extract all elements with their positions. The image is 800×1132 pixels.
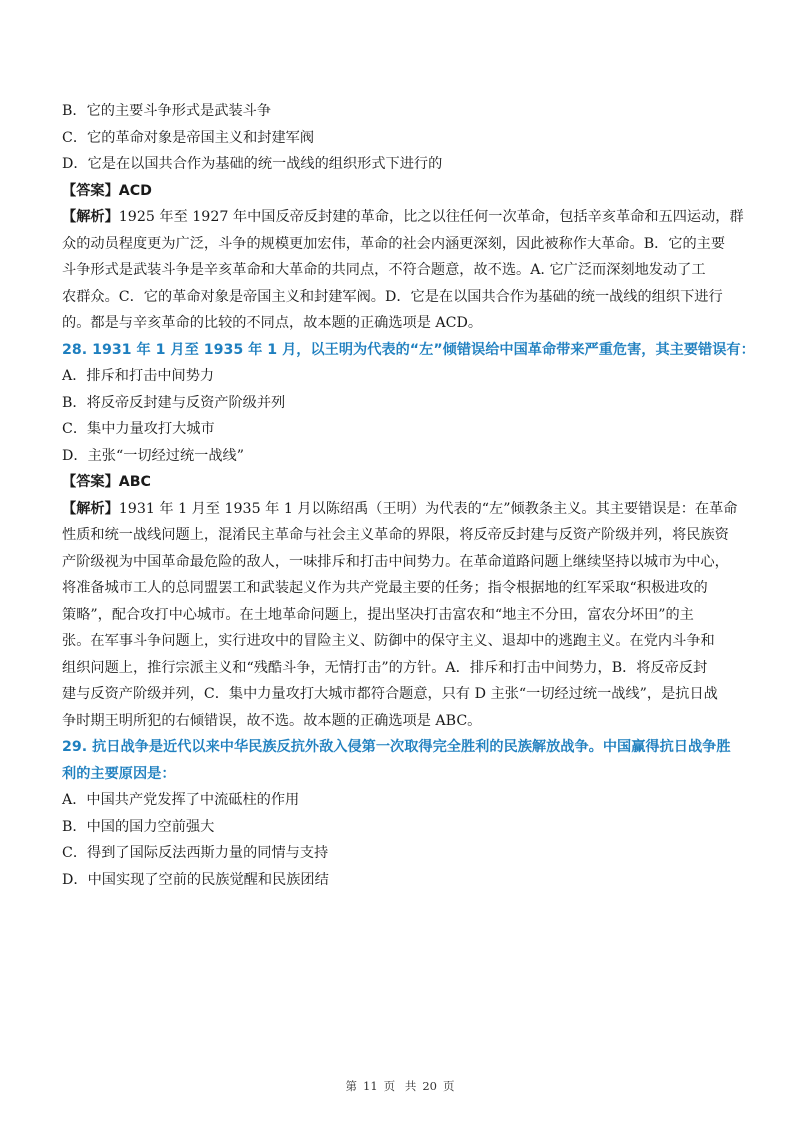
analysis-line: [62, 204, 742, 231]
page-footer: [0, 1078, 800, 1094]
footer-gong: 共: [404, 1079, 417, 1093]
q29-question-line-2: 利的主要原因是：: [62, 765, 176, 782]
footer-ye: 页: [442, 1079, 455, 1093]
analysis-line: 的。都是与辛亥革命的比较的不同点，故本题的正确选项是 ACD。: [62, 315, 483, 331]
answer-label: 【答案】: [62, 182, 119, 199]
analysis-line: 农群众。C．它的革命对象是帝国主义和封建军阀。D．它是在以国共合作为基础的统一战线的组织下进行: [62, 288, 723, 305]
answer-value: ABC: [118, 474, 151, 490]
answer-label: 【答案】: [62, 474, 119, 490]
q29-option-a: A．中国共产党发挥了中流砥柱的作用: [62, 792, 300, 808]
analysis-line: 争时期王明所犯的右倾错误，故不选。故本题的正确选项是 ABC。: [62, 712, 482, 729]
q28-option-d: D．主张“一切经过统一战线”: [62, 447, 244, 464]
analysis-line: [62, 496, 742, 523]
q29-option-b: B．中国的国力空前强大: [62, 818, 215, 835]
analysis-line: 斗争形式是武装斗争是辛亥革命和大革命的共同点，不符合题意，故不选。A. 它广泛而深刻地发动了工: [62, 262, 706, 278]
q28-option-c: C．集中力量攻打大城市: [62, 421, 215, 437]
q27-answer: [62, 178, 742, 205]
q28-option-a: A．排斥和打击中间势力: [62, 368, 215, 384]
footer-ye: 页: [383, 1079, 396, 1093]
analysis-line: 策略”，配合攻打中心城市。在土地革命问题上，提出坚决打击富农和“地主不分田，富农分坏田”的主: [62, 606, 694, 623]
q28-analysis: [62, 496, 742, 735]
analysis-text: 1925 年至 1927 年中国反帝反封建的革命，比之以往任何一次革命，包括辛亥革命和五四运动，群: [118, 209, 744, 225]
analysis-line: 张。在军事斗争问题上，实行进攻中的冒险主义、防御中的保守主义、退却中的逃跑主义。在党内斗争和: [62, 633, 715, 649]
analysis-line: 将准备城市工人的总同盟罢工和武装起义作为共产党最主要的任务；指令根据地的红军采取“积极进攻的: [62, 580, 708, 596]
q27-option-d: D．它是在以国共合作为基础的统一战线的组织形式下进行的: [62, 156, 443, 172]
analysis-label: 【解析】: [62, 500, 119, 517]
footer-current-page: 11: [363, 1079, 378, 1093]
q29-question-line-1: 29. 抗日战争是近代以来中华民族反抗外敌入侵第一次取得完全胜利的民族解放战争。中国赢得抗日战争胜: [62, 739, 731, 755]
answer-value: ACD: [118, 182, 152, 199]
analysis-text: 1931 年 1 月至 1935 年 1 月以陈绍禹（王明）为代表的“左”倾教条主义。其主要错误是：在革命: [118, 500, 738, 517]
q28-option-b: B．将反帝反封建与反资产阶级并列: [62, 394, 286, 411]
analysis-label: 【解析】: [62, 209, 119, 225]
q28-answer: [62, 469, 742, 496]
analysis-line: 产阶级视为中国革命最危险的敌人，一味排斥和打击中间势力。在革命道路问题上继续坚持以城市为中心，: [62, 553, 729, 570]
page-content: [62, 98, 755, 893]
analysis-line: 众的动员程度更为广泛，斗争的规模更加宏伟，革命的社会内涵更深刻，因此被称作大革命。B．它的主要: [62, 235, 726, 252]
analysis-line: 性质和统一战线问题上，混淆民主革命与社会主义革命的界限，将反帝反封建与反资产阶级并列，将民族资: [62, 527, 729, 543]
q27-option-c: C．它的革命对象是帝国主义和封建军阀: [62, 129, 315, 146]
analysis-line: 组织问题上，推行宗派主义和“残酷斗争，无情打击”的方针。A．排斥和打击中间势力，B．将反帝反封: [62, 659, 708, 676]
footer-di: 第: [345, 1079, 358, 1093]
q29-option-c: C．得到了国际反法西斯力量的同情与支持: [62, 845, 329, 861]
analysis-line: 建与反资产阶级并列，C．集中力量攻打大城市都符合题意，只有 D 主张“一切经过统一战线”，是抗日战: [62, 686, 718, 702]
q27-option-b: B．它的主要斗争形式是武装斗争: [62, 103, 272, 119]
q29-option-d: D．中国实现了空前的民族觉醒和民族团结: [62, 871, 329, 888]
q27-analysis: [62, 204, 742, 337]
q28-question: 28. 1931 年 1 月至 1935 年 1 月，以王明为代表的“左”倾错误给中国革命带来严重危害，其主要错误有：: [62, 341, 755, 358]
footer-total-pages: 20: [422, 1079, 437, 1093]
